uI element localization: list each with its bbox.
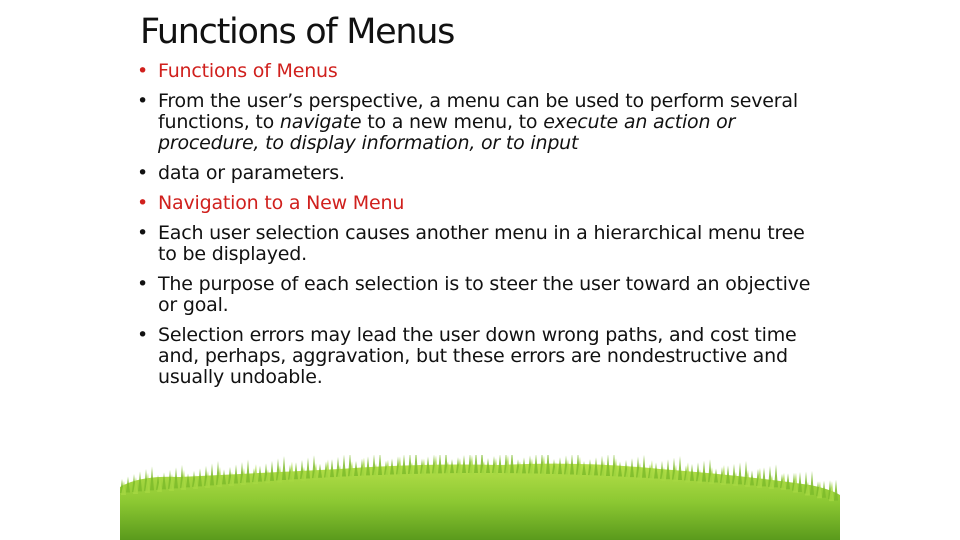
bullet-marker: • [137,324,149,346]
bullet-marker: • [137,273,149,295]
bullet-list [135,61,825,397]
bullet-item [135,325,825,388]
bullet-text: From the user’s perspective, a menu can be used to perform several functions, to [158,90,798,133]
grass-decoration [120,455,840,540]
bullet-item [135,193,825,214]
bullet-text: Functions of Menus [158,60,338,82]
bullet-text: Selection errors may lead the user down wrong paths, and cost time and, perhaps, aggravation, but these errors are nondestructive and usually undoable. [158,324,797,388]
bullet-text-italic: navigate [279,111,362,133]
bullet-item [135,163,825,184]
bullet-text-italic: execute an action or procedure, to display information, or to input [158,111,736,154]
bullet-text: data or parameters. [158,162,345,184]
bullet-item [135,91,825,154]
bullet-text: The purpose of each selection is to steer the user toward an objective or goal. [158,273,811,316]
bullet-marker: • [137,90,149,112]
slide-title: Functions of Menus [140,12,455,52]
bullet-item [135,223,825,265]
bullet-marker: • [137,192,149,214]
bullet-item [135,61,825,82]
bullet-text: to a new menu, to [361,111,544,133]
bullet-item [135,274,825,316]
bullet-marker: • [137,162,149,184]
bullet-marker: • [137,222,149,244]
bullet-text: Each user selection causes another menu in a hierarchical menu tree to be displayed. [158,222,805,265]
bullet-text: Navigation to a New Menu [158,192,405,214]
bullet-marker: • [137,60,149,82]
